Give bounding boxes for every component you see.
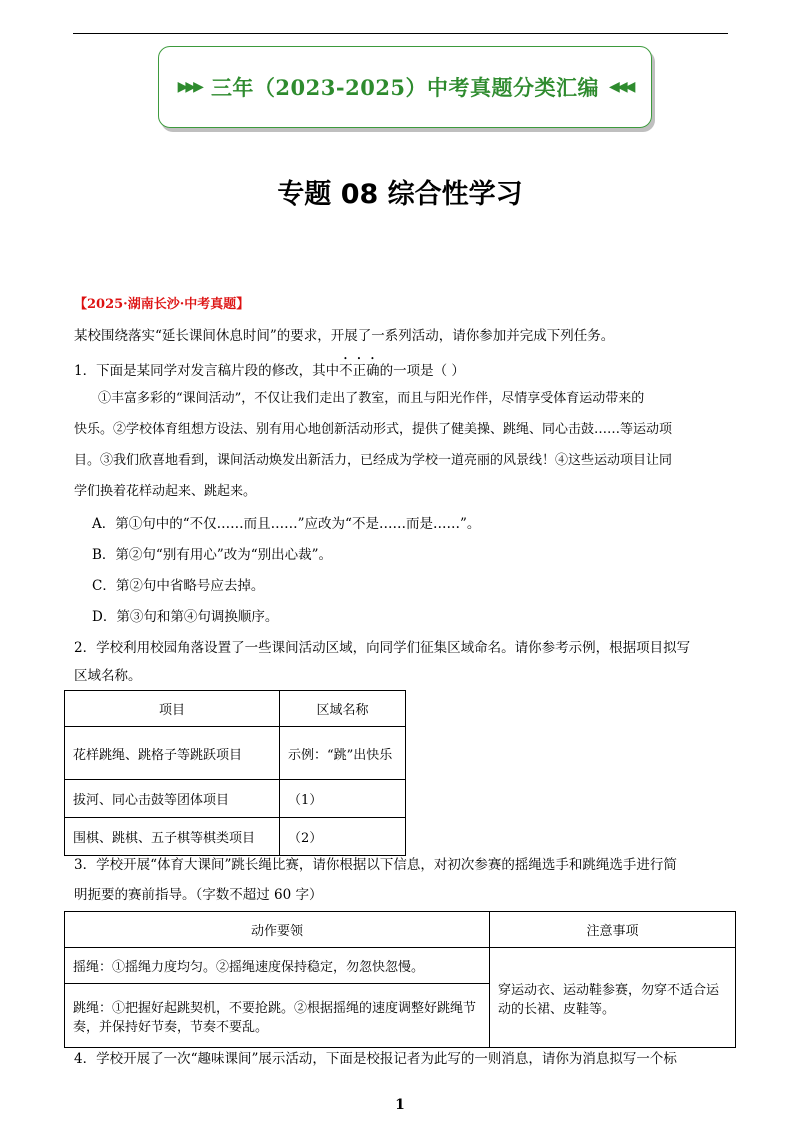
left-arrows-icon: ◀◀◀ [609, 79, 633, 95]
q1-stem-a: 1．下面是某同学对发言稿片段的修改，其中 [74, 363, 340, 379]
q1-passage-line: 快乐。②学校体育组想方设法、别有用心地创新活动形式，提供了健美操、跳绳、同心击鼓……等运动项 [74, 422, 673, 437]
q2-cell: 示例：“跳”出快乐 [280, 727, 406, 780]
page-title: 专题 08 综合性学习 [277, 179, 523, 210]
q2-stem-line: 区域名称。 [74, 668, 142, 684]
q2-cell: 围棋、跳棋、五子棋等棋类项目 [65, 818, 280, 856]
q2-cell: （1） [280, 780, 406, 818]
question-source: 【2025·湖南长沙·中考真题】 [74, 297, 250, 312]
q1-passage-line: ①丰富多彩的“课间活动”，不仅让我们走出了教室，而且与阳光作伴，尽情享受体育运动带来的 [98, 391, 645, 406]
q3-stem-line: 明扼要的赛前指导。（字数不超过 60 字） [74, 887, 323, 903]
q1-option-b: B．第②句“别有用心”改为“别出心裁”。 [92, 547, 333, 563]
q2-header-name: 区域名称 [280, 691, 406, 727]
q1-stem-emphasis: 不正确 [339, 363, 380, 379]
q4-stem: 4．学校开展了一次“趣味课间”展示活动，下面是校报记者为此写的一则消息，请你为消息拟写一个标 [74, 1051, 677, 1067]
q2-table [64, 690, 406, 856]
header-rule [73, 33, 728, 34]
q1-stem-b: 的一项是（ ） [379, 363, 465, 379]
q2-cell: （2） [280, 818, 406, 856]
table-row [65, 948, 736, 984]
q3-cell-rope-swing: 摇绳：①摇绳力度均匀。②摇绳速度保持稳定，勿忽快忽慢。 [65, 948, 490, 984]
intro-text: 某校围绕落实“延长课间休息时间”的要求，开展了一系列活动，请你参加并完成下列任务。 [74, 328, 615, 344]
table-row [65, 727, 406, 780]
table-row [65, 780, 406, 818]
page-number: 1 [395, 1097, 405, 1113]
q3-cell-rope-jump: 跳绳：①把握好起跳契机，不要抢跳。②根据摇绳的速度调整好跳绳节奏，并保持好节奏，节奏不要乱。 [65, 984, 490, 1048]
banner-text: 三年（2023-2025）中考真题分类汇编 [210, 75, 600, 100]
q3-header-notes: 注意事项 [490, 912, 736, 948]
table-row [65, 818, 406, 856]
q3-stem-line: 3．学校开展“体育大课间”跳长绳比赛，请你根据以下信息，对初次参赛的摇绳选手和跳绳选手进行简 [74, 857, 677, 873]
q1-option-d: D．第③句和第④句调换顺序。 [92, 609, 279, 625]
q2-stem-line: 2．学校利用校园角落设置了一些课间活动区域，向同学们征集区域命名。请你参考示例，根据项目拟写 [74, 640, 691, 656]
series-banner [158, 46, 652, 128]
right-arrows-icon: ▶▶▶ [177, 79, 201, 95]
q1-stem [74, 355, 465, 379]
q2-cell: 拔河、同心击鼓等团体项目 [65, 780, 280, 818]
q3-header-essentials: 动作要领 [65, 912, 490, 948]
q1-passage-line: 目。③我们欣喜地看到，课间活动焕发出新活力，已经成为学校一道亮丽的风景线！④这些运动项目让同 [74, 453, 673, 468]
q3-table [64, 911, 736, 1048]
q1-passage-line: 学们换着花样动起来、跳起来。 [74, 484, 257, 499]
q1-option-a: A．第①句中的“不仅……而且……”应改为“不是……而是……”。 [92, 516, 481, 532]
q2-header-project: 项目 [65, 691, 280, 727]
q2-cell: 花样跳绳、跳格子等跳跃项目 [65, 727, 280, 780]
q1-option-c: C．第②句中省略号应去掉。 [92, 578, 265, 594]
q3-cell-notes: 穿运动衣、运动鞋参赛，勿穿不适合运动的长裙、皮鞋等。 [490, 948, 736, 1048]
